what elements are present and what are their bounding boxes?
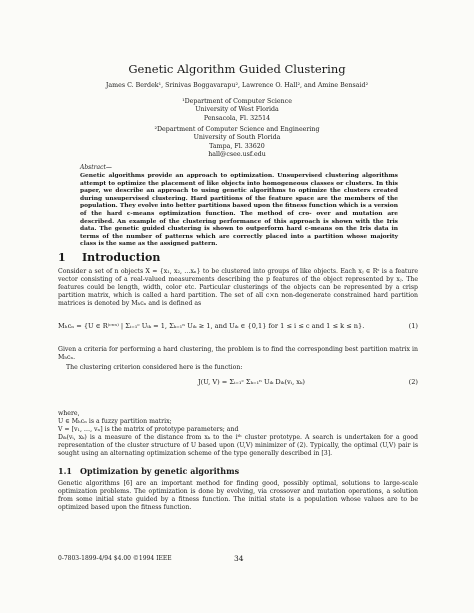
abstract-text: Genetic algorithms provide an approach to optimization. Unsupervised clustering algorithms attempt to optimize the placement of like objects into homogeneous classes or clusters. In this paper, we describe an approach to using genetic algorithms to optimize the clusters created during unsupervised clustering. Hard partitions of the feature space are the members of the population. They evolve into better partitions based upon the fitness function which is a version of the hard c-means optimization function. The method of cro- over and mutation are described. An example of the clustering performance of this approach is shown with the Iris data. The genetic guided clustering is shown to outperform hard c-means on the Iris data in terms of the number of patterns which are correctly placed into a partition whose majority class is the same as the assigned pattern. — [80, 172, 398, 248]
criteria-paragraph: Given a criteria for performing a hard clustering, the problem is to find the corresponding best partition matrix in Mₕcₙ. — [58, 346, 418, 362]
affiliation-line: ¹Department of Computer Science — [182, 98, 292, 105]
affiliation-line: University of West Florida — [195, 106, 279, 114]
definition-line: where, — [58, 410, 80, 417]
affiliation-1 — [0, 98, 474, 123]
equation-number: (2) — [408, 378, 418, 386]
affiliation-line: Pensacola, Fl. 32514 — [203, 114, 271, 122]
affiliation-line: Tampa, Fl. 33620 — [209, 142, 265, 150]
equation-body: Mₕcₙ = {U ∈ R⁽ᶜˣⁿ⁾ | Σᵢ₌₁ᶜ Uᵢₖ = 1, Σₖ₌₁ⁿ Uᵢₖ ≥ 1, and Uᵢₖ ∈ {0,1} for 1 ≤ i ≤ c and 1 ≤ k ≤ n}. — [58, 322, 365, 330]
equation-body: J(U, V) = Σᵢ₌₁ᶜ Σₖ₌₁ⁿ Uᵢₖ Dᵢₖ(vᵢ, xₖ) — [198, 378, 305, 386]
page-number: 34 — [234, 554, 244, 563]
copyright-code: 0-7803-1899-4/94 $4.00 ©1994 IEEE — [58, 555, 172, 562]
definition-line: Dᵢₖ(vᵢ, xₖ) is a measure of the distance from xₖ to the iᵗʰ cluster prototype. A search is undertaken for a good representation of the cluster structure of U based upon (U,V) minimizer of (2). Typically, the optimal (U,V) pair is sought using an alternating optimization scheme of the type generally described in [3]. — [58, 434, 418, 458]
author-list: James C. Berdek¹, Srinivas Boggavarapu², Lawrence O. Hall², and Amine Bensaid² — [105, 82, 369, 89]
section-heading-optimization — [58, 466, 239, 476]
section-title: Optimization by genetic algorithms — [80, 466, 240, 476]
section-number: 1.1 — [58, 466, 72, 476]
definition-line: U ∈ Mₕcₙ is a fuzzy partition matrix; — [58, 418, 172, 426]
abstract-label: Abstract— — [80, 164, 112, 171]
definitions-paragraph — [58, 410, 418, 459]
equation-1 — [58, 322, 418, 330]
section-number: 1 — [58, 251, 66, 264]
affiliation-email: hall@csee.usf.edu — [208, 150, 266, 158]
affiliation-2 — [0, 126, 474, 159]
affiliation-line: University of South Florida — [193, 134, 281, 142]
paper-title: Genetic Algorithm Guided Clustering — [128, 62, 346, 76]
criterion-paragraph: The clustering criterion considered here is the function: — [66, 364, 243, 371]
section-heading-introduction — [58, 251, 160, 264]
intro-paragraph: Consider a set of n objects X = {x₁, x₂, …xₙ} to be clustered into groups of like objects. Each xⱼ ∈ Rˢ is a feature vector consisting of a real-valued measurements describing the p features of the object represented by xⱼ. The features could be length, width, color etc. Particular clusterings of the objects can be represented by a crisp partition matrix, which is called a hard partition. The set of all c×n non-degenerate constrained hard partition matrices is denoted by Mₕcₙ and is defined as — [58, 268, 418, 308]
equation-number: (1) — [408, 322, 418, 330]
section-title: Introduction — [82, 251, 161, 264]
definition-line: V = [v₁, …, vₙ] is the matrix of prototype parameters; and — [58, 426, 239, 434]
ga-paragraph: Genetic algorithms [6] are an important method for finding good, possibly optimal, solutions to large-scale optimization problems. The optimization is done by evolving, via crossover and mutation operations, a solution from some initial state guided by a fitness function. The initial state is a population whose values are to be optimized based upon the fitness function. — [58, 480, 418, 512]
affiliation-line: ²Department of Computer Science and Engineering — [154, 126, 320, 133]
